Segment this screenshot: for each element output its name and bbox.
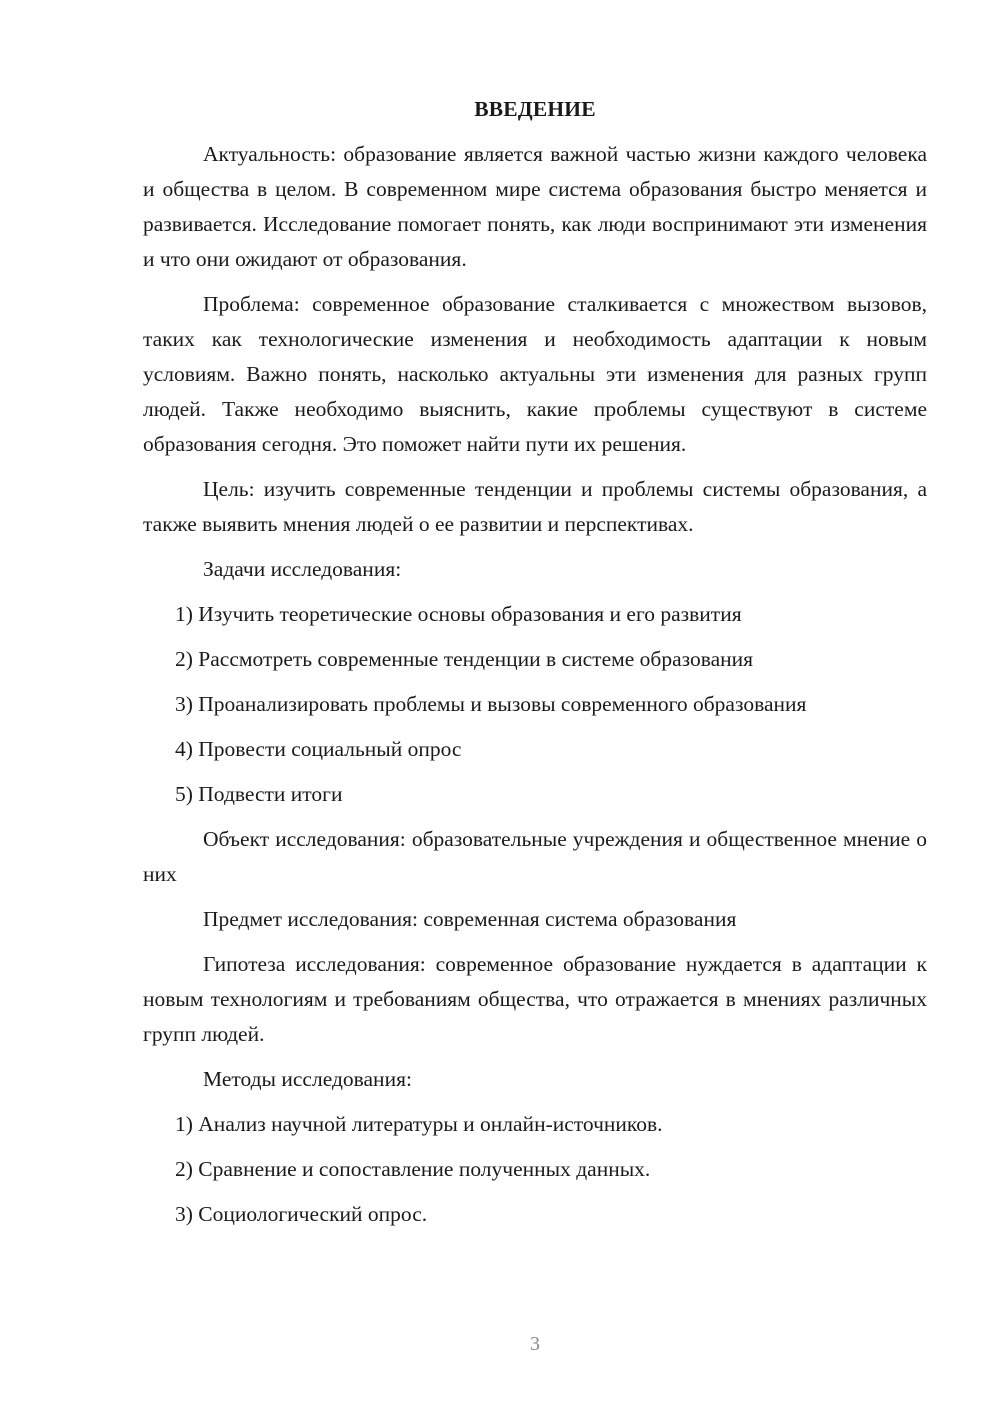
list-item: 5) Подвести итоги [175, 782, 343, 806]
page-number: 3 [530, 1333, 540, 1355]
paragraph-subject: Предмет исследования: современная система образования [203, 907, 737, 931]
list-item: 1) Изучить теоретические основы образования и его развития [175, 602, 742, 626]
paragraph-goal: Цель: изучить современные тенденции и проблемы системы образования, а также выявить мнения людей о ее развитии и перспективах. [143, 477, 927, 536]
paragraph-relevance: Актуальность: образование является важной частью жизни каждого человека и общества в целом. В современном мире система образования быстро меняется и развивается. Исследование помогает понять, как люди воспринимают эти изменения и что они ожидают от образования. [143, 142, 927, 271]
paragraph-object: Объект исследования: образовательные учреждения и общественное мнение о них [143, 827, 927, 886]
list-item: 2) Рассмотреть современные тенденции в системе образования [175, 647, 754, 671]
paragraph-hypothesis: Гипотеза исследования: современное образование нуждается в адаптации к новым технологиям и требованиям общества, что отражается в мнениях различных групп людей. [143, 952, 927, 1046]
tasks-list [143, 597, 927, 812]
paragraph-problem: Проблема: современное образование сталкивается с множеством вызовов, таких как технологические изменения и необходимость адаптации к новым условиям. Важно понять, насколько актуальны эти изменения для разных групп людей. Также необходимо выяснить, какие проблемы существуют в системе образования сегодня. Это поможет найти пути их решения. [143, 292, 927, 456]
list-item: 1) Анализ научной литературы и онлайн-источников. [175, 1112, 663, 1136]
tasks-heading: Задачи исследования: [203, 557, 402, 581]
document-page [143, 92, 927, 1242]
list-item: 3) Проанализировать проблемы и вызовы современного образования [175, 692, 807, 716]
methods-list [143, 1107, 927, 1232]
list-item: 3) Социологический опрос. [175, 1202, 428, 1226]
methods-heading: Методы исследования: [203, 1067, 412, 1091]
list-item: 4) Провести социальный опрос [175, 737, 462, 761]
document-title: ВВЕДЕНИЕ [474, 97, 596, 121]
list-item: 2) Сравнение и сопоставление полученных данных. [175, 1157, 651, 1181]
